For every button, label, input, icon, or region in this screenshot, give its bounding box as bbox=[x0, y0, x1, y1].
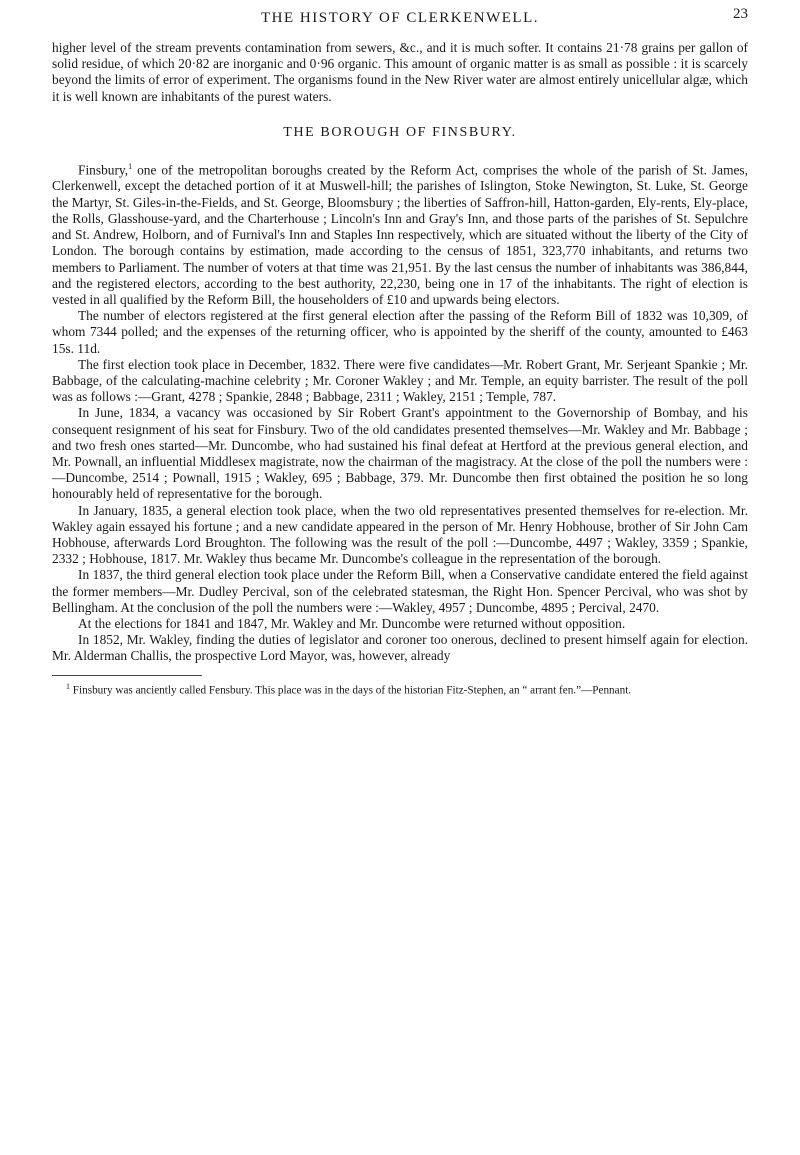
running-head bbox=[52, 0, 748, 40]
paragraph-water-analysis: higher level of the stream prevents contamination from sewers, &c., and it is much softer. It contains 21·78 grains per gallon of solid residue, of which 20·82 are inorganic and 0·96 organic. This amount of organic matter is as small as possible : it is scarcely beyond the limits of error of experiment. The organisms found in the New River water are almost entirely unicellular algæ, which it is well known are inhabitants of the purest waters. bbox=[52, 40, 748, 104]
finsbury-description-text: one of the metropolitan boroughs created by the Reform Act, comprises the whole of the parish of St. James, Clerkenwell, except the detached portion of it at Muswell-hill; the parishes of Islington, Stoke Newington, St. Luke, St. George the Martyr, St. Giles-in-the-Fields, and St. George, Bloomsbury ; the liberties of Saffron-hill, Hatton-garden, Ely-rents, Ely-place, the Rolls, Glasshouse-yard, and the Charterhouse ; Lincoln's Inn and Gray's Inn, and those parts of the parishes of St. Sepulchre and St. Andrew, Holborn, and of Furnival's Inn and Staples Inn respectively, which are situated without the liberty of the City of London. The borough contains by estimation, made according to the census of 1851, 323,770 inhabitants, and returns two members to Parliament. The number of voters at that time was 21,951. By the last census the number of inhabitants was 386,844, and the registered electors, according to the best authority, 22,230, being one in 17 of the inhabitants. The right of election is vested in all qualified by the Reform Bill, the householders of £10 and upwards being electors. bbox=[52, 162, 748, 307]
footnote-reference: 1 bbox=[128, 161, 133, 171]
section-heading: THE BOROUGH OF FINSBURY. bbox=[283, 124, 517, 140]
footnote-divider bbox=[52, 675, 202, 676]
footnote-marker: 1 bbox=[66, 681, 70, 691]
footnote-text: Finsbury was anciently called Fensbury. This place was in the days of the historian Fitz-Stephen, an “ arrant fen.”—Pennant. bbox=[70, 684, 632, 697]
footnote bbox=[52, 680, 748, 698]
paragraph-electors-1832: The number of electors registered at the first general election after the passing of the Reform Bill of 1832 was 10,309, of whom 7344 polled; and the expenses of the returning officer, who is appointed by the sheriff of the county, amounted to £463 15s. 11d. bbox=[52, 308, 748, 356]
paragraph-1837-election: In 1837, the third general election took place under the Reform Bill, when a Conservative candidate entered the field against the former members—Mr. Dudley Percival, son of the celebrated statesman, the Right Hon. Spencer Percival, who was shot by Bellingham. At the conclusion of the poll the numbers were :—Wakley, 4957 ; Duncombe, 4895 ; Percival, 2470. bbox=[52, 567, 748, 615]
running-title: THE HISTORY OF CLERKENWELL. bbox=[261, 10, 539, 26]
paragraph-1852: In 1852, Mr. Wakley, finding the duties of legislator and coroner too onerous, declined to present himself again for election. Mr. Alderman Challis, the prospective Lord Mayor, was, however, already bbox=[52, 632, 748, 664]
paragraph-january-1835: In January, 1835, a general election took place, when the two old representatives presented themselves for re-election. Mr. Wakley again essayed his fortune ; and a new candidate appeared in the person of Mr. Henry Hobhouse, brother of Sir John Cam Hobhouse, afterwards Lord Broughton. The following was the result of the poll :—Duncombe, 4497 ; Wakley, 3359 ; Spankie, 2332 ; Hobhouse, 1817. Mr. Wakley thus became Mr. Duncombe's colleague in the representation of the borough. bbox=[52, 502, 748, 567]
paragraph-1841-1847: At the elections for 1841 and 1847, Mr. Wakley and Mr. Duncombe were returned without opposition. bbox=[78, 615, 626, 631]
page-number: 23 bbox=[733, 6, 748, 22]
finsbury-word: Finsbury, bbox=[78, 162, 129, 178]
paragraph-june-1834: In June, 1834, a vacancy was occasioned by Sir Robert Grant's appointment to the Governorship of Bombay, and his consequent resignment of his seat for Finsbury. Two of the old candidates presented themselves—Mr. Wakley and Mr. Babbage ; and two fresh ones started—Mr. Duncombe, who had sustained his final defeat at Hertford at the previous general election, and Mr. Pownall, an influential Middlesex magistrate, now the chairman of the magistracy. At the close of the poll the numbers were :—Duncombe, 2514 ; Pownall, 1915 ; Wakley, 695 ; Babbage, 379. Mr. Duncombe then first obtained the position he so long honourably held of representative for the borough. bbox=[52, 405, 748, 502]
paragraph-first-election: The first election took place in December, 1832. There were five candidates—Mr. Robert Grant, Mr. Serjeant Spankie ; Mr. Babbage, of the calculating-machine celebrity ; Mr. Coroner Wakley ; and Mr. Temple, an equity barrister. The result of the poll was as follows :—Grant, 4278 ; Spankie, 2848 ; Babbage, 2311 ; Wakley, 2151 ; Temple, 787. bbox=[52, 356, 748, 405]
paragraph-finsbury-description bbox=[52, 159, 748, 308]
